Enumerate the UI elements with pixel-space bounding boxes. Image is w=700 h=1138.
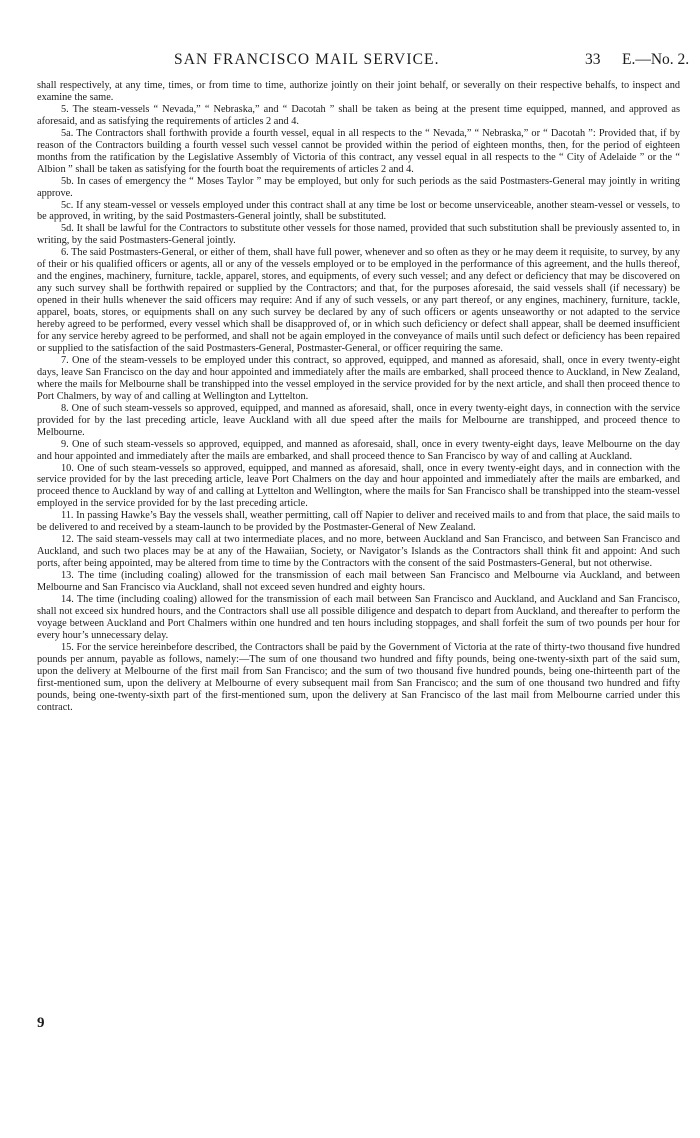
paragraph-continuation: shall respectively, at any time, times, or from time to time, authorize jointly on their joint behalf, or severally on their respective behalfs, to inspect and examine the same. [37, 80, 680, 103]
paragraph-article-5d: 5d. It shall be lawful for the Contractors to substitute other vessels for those named, provided that such substitution shall be previously assented to, in writing, by the said Postmasters-General jointly. [37, 223, 680, 247]
paragraph-article-6: 6. The said Postmasters-General, or either of them, shall have full power, whenever and so often as they or he may deem it requisite, to survey, by any of their or his qualified officers or agents, all or any of the vessels employed or to be employed in the performance of this agreement, and the hulls thereof, and the engines, machinery, furniture, tackle, apparel, stores, and equipments, of every such vessel; and any defect or deficiency that may be discovered on any such survey shall be forthwith repaired or supplied by the Contractors; and that, for the purposes aforesaid, the said vessels shall (if necessary) be opened in their hulls whenever the said officers may require: And if any of such vessels, or any part thereof, or any engines, machinery, furniture, tackle, apparel, boats, stores, or equipments shall on any such survey be declared by any of such officers or agents unseaworthy or not adapted to the service hereby agreed to be performed, every vessel which shall be disapproved of, or in which such deficiency or defect shall appear, shall be deemed insufficient for any service hereby agreed to be performed, and shall not be again employed in the conveyance of mails until such defect or deficiency has been repaired or supplied to the satisfaction of the said Postmasters-General, Postmaster-General, or officer requiring the same. [37, 247, 681, 354]
paragraph-article-5: 5. The steam-vessels “ Nevada,” “ Nebraska,” and “ Dacotah ” shall be taken as being at the present time equipped, manned, and approved as aforesaid, and as satisfying the requirements of articles 2 and 4. [37, 103, 680, 127]
page-number: 33 [585, 51, 601, 68]
page-header [0, 51, 700, 73]
paragraph-article-5c: 5c. If any steam-vessel or vessels employed under this contract shall at any time be lost or become unserviceable, another steam-vessel or vessels, to be approved, in writing, by the said Postmasters-General jointly, shall be substituted. [37, 199, 680, 223]
paragraph-article-9: 9. One of such steam-vessels so approved, equipped, and manned as aforesaid, shall, once in every twenty-eight days, leave Melbourne on the day and hour appointed and immediately after the mails are embarked, and shall proceed thence to San Francisco by way of and calling at Auckland. [37, 438, 680, 462]
paragraph-article-8: 8. One of such steam-vessels so approved, equipped, and manned as aforesaid, shall, once in every twenty-eight days, in connection with the service provided for by the last preceding article, leave Auckland with all due speed after the mails for Melbourne are transhipped, and proceed thence to Melbourne. [37, 402, 680, 438]
signature-mark: 9 [37, 1015, 45, 1031]
paragraph-article-5b: 5b. In cases of emergency the “ Moses Taylor ” may be employed, but only for such periods as the said Postmasters-General may jointly in writing approve. [37, 175, 680, 199]
running-title: SAN FRANCISCO MAIL SERVICE. [174, 51, 440, 68]
paragraph-article-13: 13. The time (including coaling) allowed for the transmission of each mail between San Francisco and Melbourne via Auckland, and between Melbourne and San Francisco via Auckland, shall not exceed seven hundred and eighty hours. [37, 570, 680, 594]
paragraph-article-11: 11. In passing Hawke’s Bay the vessels shall, weather permitting, call off Napier to deliver and received mails to and from that place, the said mails to be delivered to and received by a steam-launch to be provided by the Postmaster-General of New Zealand. [37, 510, 680, 534]
paragraph-article-10: 10. One of such steam-vessels so approved, equipped, and manned as aforesaid, shall, once in every twenty-eight days, and in connection with the service provided for by the last preceding article, leave Port Chalmers on the day and hour appointed and immediately after the mails are embarked, and proceed thence to Auckland by way of and calling at Lyttelton and Wellington, where the mails for San Francisco shall be transhipped into the steam-vessel employed in the service provided for by the last preceding article. [37, 462, 680, 510]
paragraph-article-14: 14. The time (including coaling) allowed for the transmission of each mail between San Francisco and Auckland, and Auckland and San Francisco, shall not exceed six hundred hours, and the Contractors shall use all possible diligence and despatch to depart from Auckland, and thereafter to perform the voyage between Auckland and Port Chalmers within one hundred and ten hours including stoppages, and shall forfeit the sum of two pounds per hour for every hour’s unnecessary delay. [37, 593, 680, 641]
body-text [37, 80, 680, 714]
paragraph-article-12: 12. The said steam-vessels may call at two intermediate places, and no more, between Auckland and San Francisco, and between San Francisco and Auckland, and such two places may be at any of the Hawaiian, Society, or Navigator’s Islands as the Contractors shall think fit and appoint: And such ports, after being appointed, may be altered from time to time by the Contractors with the consent of the said Postmasters-General, but not otherwise. [37, 534, 680, 570]
paragraph-article-5a: 5a. The Contractors shall forthwith provide a fourth vessel, equal in all respects to the “ Nevada,” “ Nebraska,” or “ Dacotah ”: Provided that, if by reason of the Contractors building a fourth vessel such vessel cannot be provided within the period of eighteen months, then, for the period of eighteen months from the ratification by the Legislative Assembly of Victoria of this contract, any vessel equal in all respects to the “ City of Adelaide ” or the “ Albion ” shall be taken as satisfying for the fourth boat the requirements of articles 2 and 4. [37, 127, 680, 175]
paragraph-article-15: 15. For the service hereinbefore described, the Contractors shall be paid by the Government of Victoria at the rate of thirty-two thousand five hundred pounds per annum, payable as follows, namely:—The sum of one thousand two hundred and fifty pounds, being one-twenty-sixth part of the said sum, upon the delivery at Melbourne of the first mail from San Francisco; and the sum of two thousand five hundred pounds, being one-thirteenth part of the first-mentioned sum, upon the delivery at Melbourne of every subsequent mail from San Francisco; and the sum of one thousand two hundred and fifty pounds, being one-twenty-sixth part of the first-mentioned sum, upon the delivery at San Francisco of the last mail from Melbourne carried under this contract. [37, 641, 680, 713]
document-reference: E.—No. 2. [622, 51, 690, 68]
paragraph-article-7: 7. One of the steam-vessels to be employed under this contract, so approved, equipped, and manned as aforesaid, shall, once in every twenty-eight days, leave San Francisco on the day and hour appointed and immediately after the mails are embarked, shall proceed thence to Auckland, in New Zealand, where the mails for Melbourne shall be transhipped into the vessel employed in the service provided for by the next article, and shall then proceed thence to Port Chalmers, by way of and calling at Wellington and Lyttelton. [37, 354, 680, 402]
